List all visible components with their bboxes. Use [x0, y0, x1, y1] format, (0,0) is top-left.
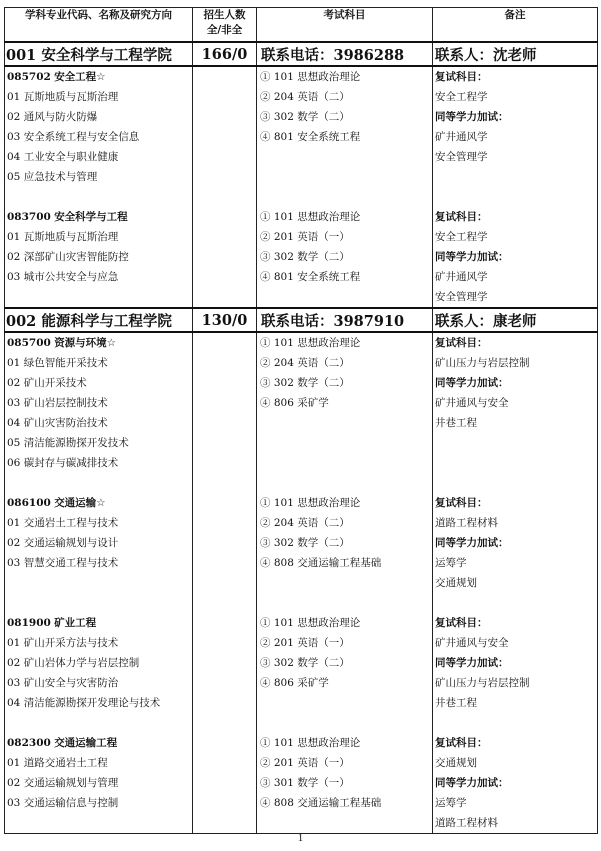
research-direction: 01 道路交通岩土工程 [7, 757, 108, 769]
note-heading: 同等学力加试： [435, 777, 509, 789]
research-direction: 05 应急技术与管理 [7, 171, 98, 183]
note-block [433, 613, 597, 733]
exam-subject: ③ 302 数学（二） [260, 377, 350, 389]
exam-subject: ① 101 思想政治理论 [260, 211, 361, 223]
note-item: 运筹学 [435, 797, 467, 809]
note-item: 矿井通风与安全 [435, 637, 509, 649]
research-direction: 01 矿山开采方法与技术 [7, 637, 119, 649]
note-block [433, 207, 597, 307]
major-block [5, 733, 192, 833]
note-item: 道路工程材料 [435, 817, 498, 829]
note-heading: 复试科目： [435, 497, 488, 509]
major-name: 矿业工程 [54, 617, 97, 629]
header-major: 学科专业代码、名称及研究方向 [5, 8, 193, 43]
research-direction: 01 瓦斯地质与瓦斯治理 [7, 91, 119, 103]
research-direction: 01 绿色智能开采技术 [7, 357, 108, 369]
college-contact: 联系人：沈老师 [433, 42, 598, 66]
research-direction: 03 矿山岩层控制技术 [7, 397, 108, 409]
note-item: 矿山压力与岩层控制 [435, 677, 530, 689]
major-block [5, 333, 192, 493]
major-block [5, 613, 192, 733]
college-majors-row [5, 332, 598, 834]
major-code: 082300 [7, 737, 51, 749]
spacer [257, 693, 432, 713]
exam-subject: ④ 801 安全系统工程 [260, 271, 361, 283]
spacer [433, 453, 597, 473]
note-item: 安全管理学 [435, 291, 488, 303]
college-name: 001 安全科学与工程学院 [5, 42, 193, 66]
major-code: 085700 [7, 337, 51, 349]
spacer [257, 573, 432, 593]
exam-subject: ② 201 英语（一） [260, 637, 350, 649]
header-exam: 考试科目 [257, 8, 433, 43]
spacer [5, 813, 192, 833]
note-item: 交通规划 [435, 577, 477, 589]
research-direction: 04 清洁能源勘探开发理论与技术 [7, 697, 161, 709]
research-direction: 01 瓦斯地质与瓦斯治理 [7, 231, 119, 243]
spacer [257, 453, 432, 473]
note-block [433, 67, 597, 207]
major-name: 安全科学与工程 [54, 211, 128, 223]
research-direction: 03 矿山安全与灾害防治 [7, 677, 119, 689]
exam-subject: ① 101 思想政治理论 [260, 617, 361, 629]
research-direction: 02 通风与防火防爆 [7, 111, 98, 123]
spacer [5, 287, 192, 307]
major-name: 交通运输工程 [54, 737, 118, 749]
research-direction: 03 安全系统工程与安全信息 [7, 131, 140, 143]
note-item: 运筹学 [435, 557, 467, 569]
research-direction: 04 工业安全与职业健康 [7, 151, 119, 163]
major-name: 资源与环境☆ [54, 337, 117, 349]
research-direction: 01 交通岩土工程与技术 [7, 517, 119, 529]
table-header-row [5, 8, 598, 43]
exam-subject: ② 201 英语（一） [260, 231, 350, 243]
college-row [5, 308, 598, 332]
research-direction: 02 交通运输规划与管理 [7, 777, 119, 789]
note-item: 井巷工程 [435, 697, 477, 709]
exam-subject: ③ 302 数学（二） [260, 251, 350, 263]
major-name: 交通运输☆ [54, 497, 106, 509]
spacer [257, 433, 432, 453]
exam-block [257, 733, 432, 833]
quota-cell [193, 332, 257, 834]
note-heading: 同等学力加试： [435, 537, 509, 549]
exam-subject: ② 204 英语（二） [260, 357, 350, 369]
major-heading [5, 733, 192, 753]
research-direction: 03 交通运输信息与控制 [7, 797, 119, 809]
major-heading [5, 493, 192, 513]
note-heading: 同等学力加试： [435, 251, 509, 263]
exams-cell [257, 332, 433, 834]
spacer [257, 813, 432, 833]
note-block [433, 733, 597, 833]
exam-subject: ③ 302 数学（二） [260, 111, 350, 123]
note-heading: 同等学力加试： [435, 377, 509, 389]
college-name: 002 能源科学与工程学院 [5, 308, 193, 332]
exam-subject: ③ 302 数学（二） [260, 657, 350, 669]
majors-cell [5, 332, 193, 834]
admissions-table [4, 7, 598, 834]
note-item: 安全工程学 [435, 91, 488, 103]
exam-subject: ① 101 思想政治理论 [260, 737, 361, 749]
page-number: 1 [297, 832, 304, 844]
majors-cell [5, 66, 193, 308]
college-phone: 联系电话：3986288 [257, 42, 433, 66]
exam-subject: ② 204 英语（二） [260, 517, 350, 529]
major-heading [5, 67, 192, 87]
exam-subject: ④ 801 安全系统工程 [260, 131, 361, 143]
major-code: 086100 [7, 497, 51, 509]
exam-subject: ③ 301 数学（一） [260, 777, 350, 789]
table-body [5, 42, 598, 834]
note-heading: 同等学力加试： [435, 111, 509, 123]
research-direction: 04 矿山灾害防治技术 [7, 417, 108, 429]
major-heading [5, 613, 192, 633]
major-code: 085702 [7, 71, 51, 83]
research-direction: 06 碳封存与碳减排技术 [7, 457, 119, 469]
college-quota: 166/0 [193, 42, 257, 66]
note-item: 安全管理学 [435, 151, 488, 163]
note-item: 矿山压力与岩层控制 [435, 357, 530, 369]
exam-subject: ① 101 思想政治理论 [260, 497, 361, 509]
spacer [257, 167, 432, 187]
research-direction: 02 交通运输规划与设计 [7, 537, 119, 549]
note-heading: 复试科目： [435, 337, 488, 349]
major-heading [5, 207, 192, 227]
exam-subject: ① 101 思想政治理论 [260, 337, 361, 349]
header-quota-line2: 全/非全 [206, 24, 243, 36]
note-heading: 复试科目： [435, 617, 488, 629]
major-block [5, 493, 192, 613]
research-direction: 03 智慧交通工程与技术 [7, 557, 119, 569]
research-direction: 02 矿山开采技术 [7, 377, 87, 389]
note-item: 矿井通风学 [435, 271, 488, 283]
exam-subject: ② 201 英语（一） [260, 757, 350, 769]
spacer [433, 433, 597, 453]
exam-subject: ② 204 英语（二） [260, 91, 350, 103]
note-item: 道路工程材料 [435, 517, 498, 529]
exam-subject: ① 101 思想政治理论 [260, 71, 361, 83]
research-direction: 05 清洁能源勘探开发技术 [7, 437, 129, 449]
exam-subject: ④ 808 交通运输工程基础 [260, 557, 382, 569]
exam-block [257, 207, 432, 307]
major-code: 083700 [7, 211, 51, 223]
exam-block [257, 493, 432, 613]
exam-block [257, 333, 432, 493]
exam-subject: ③ 302 数学（二） [260, 537, 350, 549]
spacer [257, 287, 432, 307]
note-heading: 复试科目： [435, 211, 488, 223]
major-name: 安全工程☆ [54, 71, 106, 83]
research-direction: 02 矿山岩体力学与岩层控制 [7, 657, 140, 669]
note-item: 矿井通风学 [435, 131, 488, 143]
note-item: 矿井通风与安全 [435, 397, 509, 409]
exam-block [257, 67, 432, 207]
exam-subject: ④ 806 采矿学 [260, 677, 329, 689]
research-direction: 02 深部矿山灾害智能防控 [7, 251, 129, 263]
college-contact: 联系人：康老师 [433, 308, 598, 332]
header-note: 备注 [433, 8, 598, 43]
note-heading: 同等学力加试： [435, 657, 509, 669]
note-item: 交通规划 [435, 757, 477, 769]
note-item: 安全工程学 [435, 231, 488, 243]
spacer [433, 167, 597, 187]
exam-subject: ④ 808 交通运输工程基础 [260, 797, 382, 809]
major-block [5, 207, 192, 307]
note-block [433, 333, 597, 493]
note-heading: 复试科目： [435, 71, 488, 83]
exam-block [257, 613, 432, 733]
major-block [5, 67, 192, 207]
quota-cell [193, 66, 257, 308]
header-quota [193, 8, 257, 43]
note-item: 井巷工程 [435, 417, 477, 429]
exams-cell [257, 66, 433, 308]
note-heading: 复试科目： [435, 737, 488, 749]
major-heading [5, 333, 192, 353]
notes-cell [433, 66, 598, 308]
header-quota-line1: 招生人数 [203, 9, 246, 21]
major-code: 081900 [7, 617, 51, 629]
spacer [257, 413, 432, 433]
college-majors-row [5, 66, 598, 308]
college-quota: 130/0 [193, 308, 257, 332]
spacer [257, 147, 432, 167]
note-block [433, 493, 597, 613]
spacer [5, 573, 192, 593]
college-phone: 联系电话：3987910 [257, 308, 433, 332]
notes-cell [433, 332, 598, 834]
college-row [5, 42, 598, 66]
research-direction: 03 城市公共安全与应急 [7, 271, 119, 283]
exam-subject: ④ 806 采矿学 [260, 397, 329, 409]
